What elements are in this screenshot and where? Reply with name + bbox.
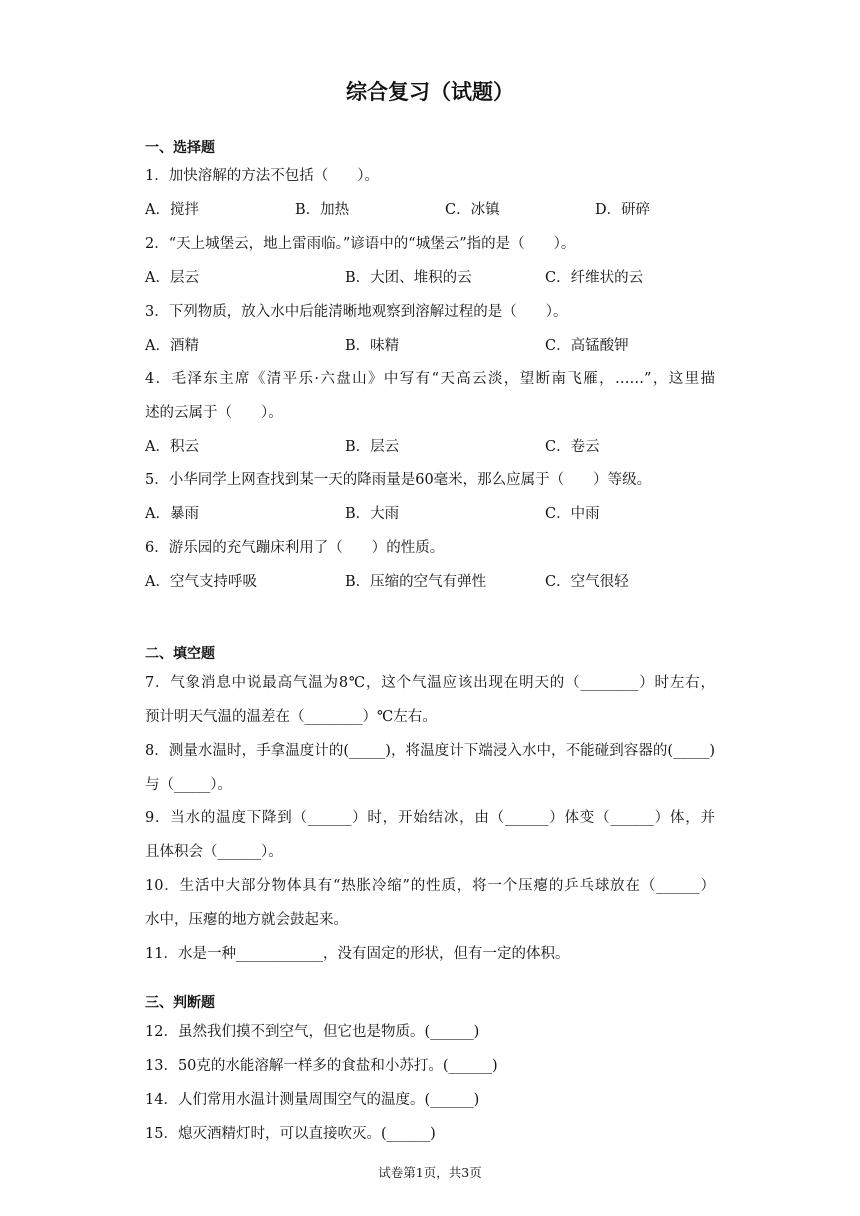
section-heading-choice: 一、选择题 xyxy=(145,140,215,156)
page-title: 综合复习（试题） xyxy=(346,80,514,104)
question-8-line-1: 8．测量水温时，手拿温度计的(_____)，将温度计下端浸入水中，不能碰到容器的(_____) xyxy=(145,743,715,759)
question-1-stem: 1．加快溶解的方法不包括（ ）。 xyxy=(145,168,379,184)
question-8-line-2: 与（_____）。 xyxy=(145,777,232,793)
question-3-option-a: A．酒精 xyxy=(145,338,199,354)
question-4-stem-line-2: 述的云属于（ ）。 xyxy=(145,405,283,421)
question-5-option-a: A．暴雨 xyxy=(145,506,199,522)
question-5-option-c: C．中雨 xyxy=(545,506,600,522)
question-1-option-d: D．研碎 xyxy=(595,202,651,218)
question-1-option-a: A．搅拌 xyxy=(145,202,199,218)
question-2-option-b: B．大团、堆积的云 xyxy=(345,270,472,286)
question-10-line-2: 水中，压瘪的地方就会鼓起来。 xyxy=(145,912,348,928)
question-3-option-b: B．味精 xyxy=(345,338,400,354)
question-12: 12．虽然我们摸不到空气，但它也是物质。(______) xyxy=(145,1024,480,1040)
question-5-option-b: B．大雨 xyxy=(345,506,400,522)
question-1-option-b: B．加热 xyxy=(295,202,350,218)
question-11-line-1: 11．水是一种____________，没有固定的形状，但有一定的体积。 xyxy=(145,946,570,962)
question-6-option-a: A．空气支持呼吸 xyxy=(145,574,257,590)
question-7-line-1: 7．气象消息中说最高气温为8℃，这个气温应该出现在明天的（________）时左右， xyxy=(145,675,715,691)
question-4-option-b: B．层云 xyxy=(345,439,400,455)
question-10-line-1: 10．生活中大部分物体具有“热胀冷缩”的性质，将一个压瘪的乒乓球放在（______） xyxy=(145,878,715,894)
question-5-stem: 5．小华同学上网查找到某一天的降雨量是60毫米，那么应属于（ ）等级。 xyxy=(145,472,652,488)
question-9-line-1: 9．当水的温度下降到（______）时，开始结冰，由（______）体变（______）体，并 xyxy=(145,810,715,826)
question-2-option-c: C．纤维状的云 xyxy=(545,270,644,286)
question-13: 13．50克的水能溶解一样多的食盐和小苏打。(______) xyxy=(145,1058,498,1074)
question-6-option-b: B．压缩的空气有弹性 xyxy=(345,574,487,590)
question-4-stem-line-1: 4．毛泽东主席《清平乐·六盘山》中写有“天高云淡，望断南飞雁，……”，这里描 xyxy=(145,371,715,387)
question-3-stem: 3．下列物质，放入水中后能清晰地观察到溶解过程的是（ ）。 xyxy=(145,304,568,320)
question-15: 15．熄灭酒精灯时，可以直接吹灭。(______) xyxy=(145,1126,436,1142)
page-footer: 试卷第1页，共3页 xyxy=(378,1165,482,1180)
question-4-option-c: C．卷云 xyxy=(545,439,600,455)
question-2-option-a: A．层云 xyxy=(145,270,199,286)
section-heading-fill: 二、填空题 xyxy=(145,646,215,662)
question-6-stem: 6．游乐园的充气蹦床利用了（ ）的性质。 xyxy=(145,540,445,556)
question-7-line-2: 预计明天气温的温差在（________）℃左右。 xyxy=(145,709,437,725)
question-6-option-c: C．空气很轻 xyxy=(545,574,629,590)
section-heading-judge: 三、判断题 xyxy=(145,995,215,1011)
question-1-option-c: C．冰镇 xyxy=(445,202,500,218)
question-3-option-c: C．高锰酸钾 xyxy=(545,338,629,354)
question-4-option-a: A．积云 xyxy=(145,439,199,455)
question-14: 14．人们常用水温计测量周围空气的温度。(______) xyxy=(145,1092,480,1108)
question-2-stem: 2．“天上城堡云，地上雷雨临。”谚语中的“城堡云”指的是（ ）。 xyxy=(145,236,576,252)
question-9-line-2: 且体积会（______）。 xyxy=(145,844,283,860)
